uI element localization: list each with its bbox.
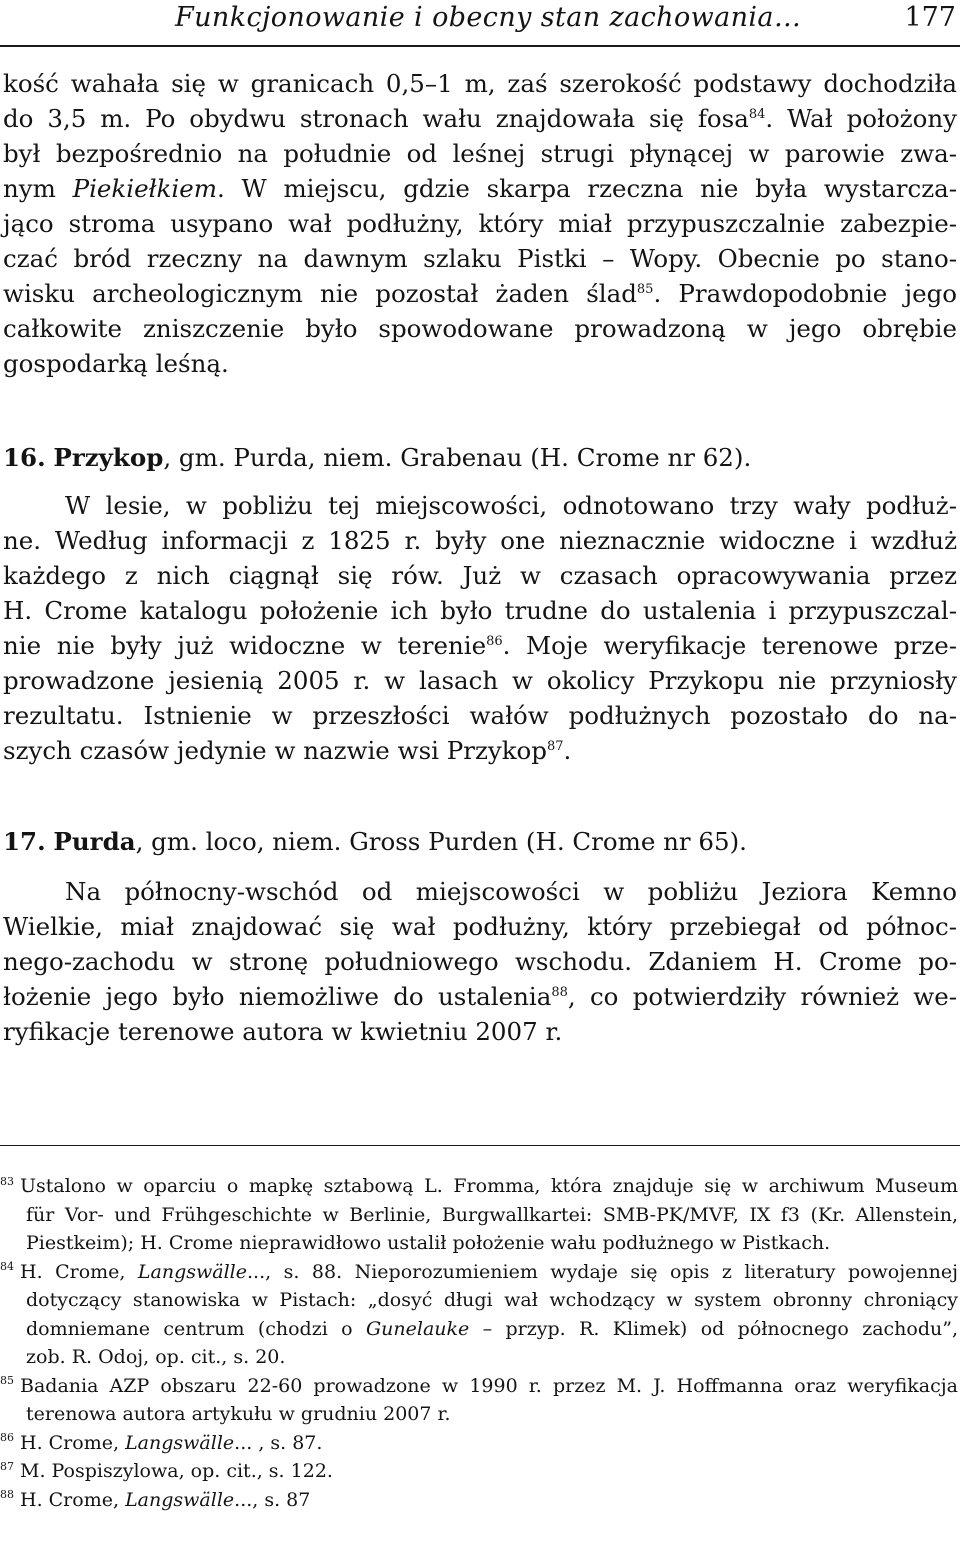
footnote-ref[interactable]: 87: [547, 738, 564, 754]
text-line: rezultatu. Istnienie w przeszłości wałów podłużnych pozostało do na-: [3, 701, 957, 730]
text-line: jąco stroma usypano wał podłużny, który miał przypuszczalnie zabezpie-: [3, 209, 957, 238]
text-line: szych czasów jedynie w nazwie wsi Przykop$^{87}$.: [3, 736, 572, 765]
entry-name: Przykop: [53, 443, 164, 472]
text-line: ne. Według informacji z 1825 r. były one nieznacznie widoczne i wzdłuż: [3, 526, 957, 555]
running-header: [0, 0, 960, 48]
footnote-ref[interactable]: 85: [636, 281, 654, 297]
footnote-84: $^{84}$ H. Crome, Langswälle..., s. 88. Nieporozumieniem wydaje się opis z literatury powojennej dotyczący stanowiska w Pistach: „dosyć długi wał wchodzący w system obronny chroniący domniemane centrum (chodzi o Gunelauke – przyp. R. Klimek) od północnego zachodu”, zob. R. Odoj, op. cit., s. 20.: [0, 1260, 958, 1368]
text-line: był bezpośrednio na południe od leśnej strugi płynącej w parowie zwa-: [3, 139, 957, 168]
footnote-88: $^{88}$ H. Crome, Langswälle..., s. 87: [0, 1488, 311, 1511]
paragraph-3: [3, 874, 957, 1049]
text-line: kość wahała się w granicach 0,5–1 m, zaś szerokość podstawy dochodziła: [3, 69, 957, 98]
entry-heading-17: 17. Purda, gm. loco, niem. Gross Purden (H. Crome nr 65).: [3, 827, 747, 856]
footnote-83: $^{83}$ Ustalono w oparciu o mapkę sztabową L. Fromma, która znajduje się w archiwum Museum für Vor- und Frühgeschichte w Berlinie, Burgwallkartei: SMB-PK/MVF, IX f3 (Kr. Allenstein, Piestkeim); H. Crome nieprawidłowo ustalił położenie wału podłużnego w Pistkach.: [0, 1174, 958, 1254]
paragraph-2: [3, 488, 957, 768]
footnote-ref[interactable]: 88: [551, 984, 568, 1000]
text-line: prowadzone jesienią 2005 r. w lasach w okolicy Przykopu nie przyniosły: [3, 666, 957, 695]
text-line: H. Crome katalogu położenie ich było trudne do ustalenia i przypuszczal-: [3, 596, 957, 625]
footnote-number: 84: [0, 1260, 14, 1274]
text-line: łożenie jego było niemożliwe do ustalenia$^{88}$, co potwierdziły również we-: [3, 982, 958, 1011]
text-line: całkowite zniszczenie było spowodowane prowadzoną w jego obrębie: [3, 314, 957, 343]
page-number: 177: [904, 2, 956, 33]
footnote-number: 87: [0, 1459, 14, 1473]
text-line: Na północny-wschód od miejscowości w pobliżu Jeziora Kemno: [65, 877, 957, 906]
footnote-number: 85: [0, 1374, 14, 1388]
footnote-ref[interactable]: 84: [748, 106, 766, 122]
footnote-87: $^{87}$ M. Pospiszylowa, op. cit., s. 122.: [0, 1459, 333, 1482]
footnote-separator: [0, 1145, 960, 1146]
text-line: nie nie były już widoczne w terenie$^{86}$. Moje weryfikacje terenowe prze-: [3, 631, 957, 660]
footnotes: [0, 1172, 958, 1514]
text-line: W lesie, w pobliżu tej miejscowości, odnotowano trzy wały podłuż-: [65, 491, 957, 520]
paragraph-1: [3, 66, 957, 381]
entry-heading-16: 16. Przykop, gm. Purda, niem. Grabenau (H. Crome nr 62).: [3, 443, 752, 472]
running-title: Funkcjonowanie i obecny stan zachowania…: [175, 2, 802, 33]
text-line: gospodarką leśną.: [3, 349, 229, 378]
text-line: nym Piekiełkiem. W miejscu, gdzie skarpa rzeczna nie była wystarcza-: [3, 174, 957, 203]
footnote-number: 88: [0, 1488, 14, 1502]
text-line: do 3,5 m. Po obydwu stronach wału znajdowała się fosa$^{84}$. Wał położony: [3, 104, 957, 133]
footnote-number: 83: [0, 1174, 14, 1188]
text-line: ryfikacje terenowe autora w kwietniu 2007 r.: [3, 1017, 563, 1046]
header-rule: [0, 45, 960, 47]
text-line: czać bród rzeczny na dawnym szlaku Pistki – Wopy. Obecnie po stano-: [3, 244, 957, 273]
text-line: Wielkie, miał znajdować się wał podłużny, który przebiegał od północ-: [3, 912, 957, 941]
footnote-86: $^{86}$ H. Crome, Langswälle... , s. 87.: [0, 1431, 323, 1454]
footnote-number: 86: [0, 1431, 14, 1445]
footnote-ref[interactable]: 86: [486, 633, 503, 649]
entry-name: Purda: [53, 827, 136, 856]
text-line: wisku archeologicznym nie pozostał żaden ślad$^{85}$. Prawdopodobnie jego: [3, 279, 957, 308]
text-line: nego-zachodu w stronę południowego wschodu. Zdaniem H. Crome po-: [3, 947, 957, 976]
text-line: każdego z nich ciągnął się rów. Już w czasach opracowywania przez: [3, 561, 957, 590]
footnote-85: $^{85}$ Badania AZP obszaru 22-60 prowadzone w 1990 r. przez M. J. Hoffmanna oraz weryfikacja terenowa autora artykułu w grudniu 2007 r.: [0, 1374, 958, 1425]
